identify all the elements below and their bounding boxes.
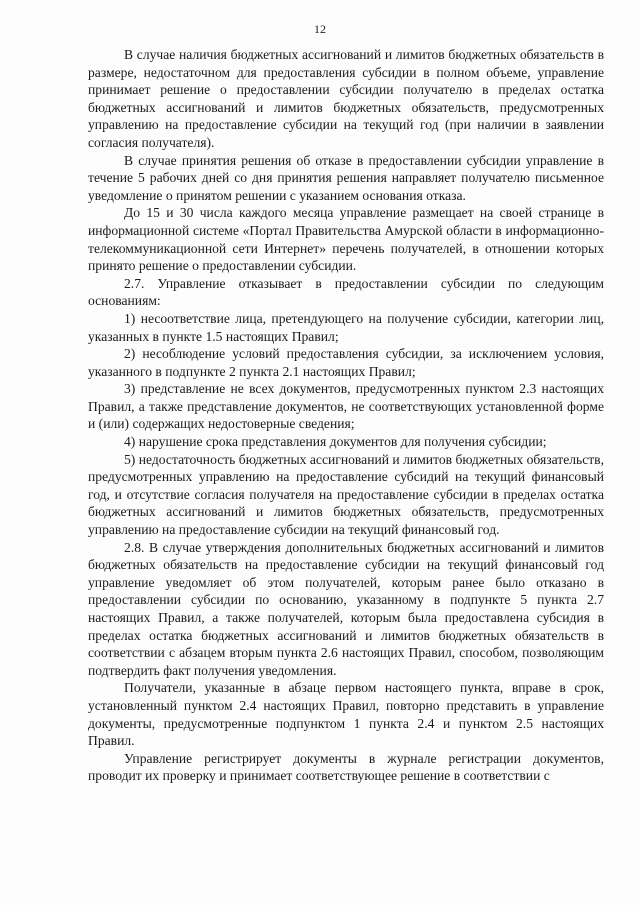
list-item-ground-4: 4) нарушение срока представления документов для получения субсидии; <box>124 434 547 450</box>
paragraph-2-7-heading: 2.7. Управление отказывает в предоставлении субсидии по следующим основаниям: <box>88 275 604 309</box>
paragraph-registration: Управление регистрирует документы в журнале регистрации документов, проводит их проверку и принимает соответствующее решение в соответствии с <box>88 750 604 784</box>
document-body <box>88 46 604 785</box>
list-item-ground-5: 5) недостаточность бюджетных ассигнований и лимитов бюджетных обязательств, предусмотренных управлению на предоставление субсидий на текущий финансовый год, и отсутствие согласия получателя на предоставление субсидии в пределах остатка бюджетных ассигнований и лимитов бюджетных обязательств, предусмотренных управлению на предоставление субсидии на текущий финансовый год. <box>88 451 604 538</box>
list-item-ground-2: 2) несоблюдение условий предоставления субсидии, за исключением условия, указанного в подпункте 2 пункта 2.1 настоящих Правил; <box>88 346 604 379</box>
paragraph-recipients-resubmit: Получатели, указанные в абзаце первом настоящего пункта, вправе в срок, установленный пунктом 2.4 настоящих Правил, повторно представить в управление документы, предусмотренные подпунктом 1 пункта 2.4 и пунктом 2.5 настоящих Правил. <box>88 680 604 749</box>
paragraph-insufficient-budget: В случае наличия бюджетных ассигнований и лимитов бюджетных обязательств в размере, недостаточном для предоставления субсидии в полном объеме, управление принимает решение о предоставлении субсидии получателю в пределах остатка бюджетных ассигнований и лимитов бюджетных обязательств, предусмотренных управлению на предоставление субсидии на текущий год (при наличии в заявлении согласия получателя). <box>88 47 604 150</box>
paragraph-2-8: 2.8. В случае утверждения дополнительных бюджетных ассигнований и лимитов бюджетных обязательств на предоставление субсидии на текущий финансовый год управление уведомляет об этом получателей, которым ранее было отказано в предоставлении субсидии по основанию, указанному в подпункте 5 пункта 2.7 настоящих Правил, а также получателей, которым была предоставлена субсидия в пределах остатка бюджетных ассигнований и лимитов бюджетных обязательств в соответствии с абзацем вторым пункта 2.6 настоящих Правил, способом, позволяющим подтвердить факт получения уведомления. <box>88 539 604 678</box>
paragraph-refusal-notice: В случае принятия решения об отказе в предоставлении субсидии управление в течение 5 рабочих дней со дня принятия решения направляет получателю письменное уведомление о принятом решении с указанием основания отказа. <box>88 152 604 203</box>
paragraph-portal-publication: До 15 и 30 числа каждого месяца управление размещает на своей странице в информационной системе «Портал Правительства Амурской области в информационно-телекоммуникационной сети Интернет» перечень получателей, в отношении которых принято решение о предоставлении субсидии. <box>88 205 604 274</box>
list-item-ground-1: 1) несоответствие лица, претендующего на получение субсидии, категории лиц, указанных в пункте 1.5 настоящих Правил; <box>88 310 604 344</box>
page-number: 12 <box>314 22 326 36</box>
list-item-ground-3: 3) представление не всех документов, предусмотренных пунктом 2.3 настоящих Правил, а также представление документов, не соответствующих установленной форме и (или) содержащих недостоверные сведения; <box>88 381 604 432</box>
